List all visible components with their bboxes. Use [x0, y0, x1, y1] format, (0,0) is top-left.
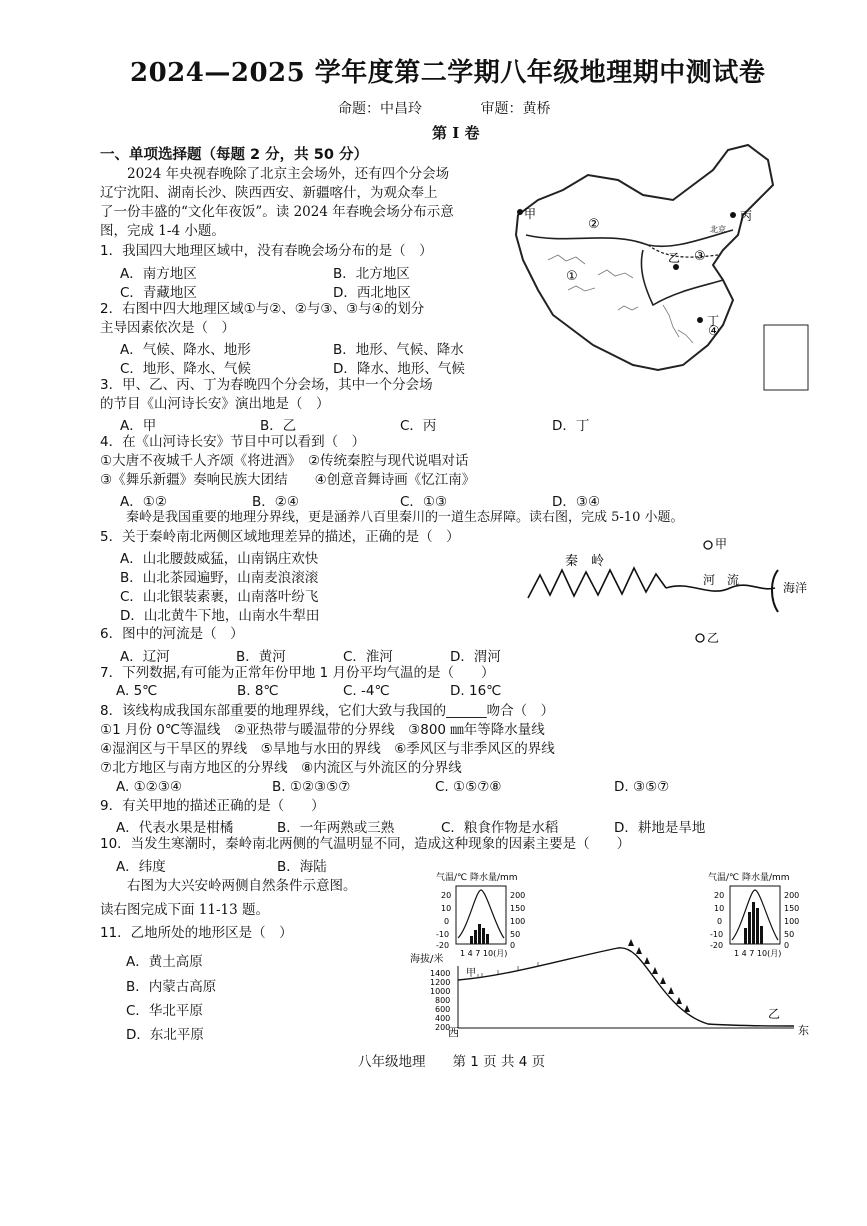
- question-stem: 3．甲、乙、丙、丁为春晚四个分会场，其中一个分会场: [100, 377, 433, 393]
- option-b: B. ①②③⑤⑦: [272, 779, 351, 795]
- option-c: C．地形、降水、气候: [120, 361, 251, 377]
- question-stem: 4．在《山河诗长安》节目中可以看到（ ）: [100, 434, 366, 450]
- option-c: C．淮河: [343, 649, 393, 665]
- author-name: 命题：中昌玲: [338, 101, 422, 117]
- question-stem: 9．有关甲地的描述正确的是（ ）: [100, 798, 325, 814]
- question-stem: 5．关于秦岭南北两侧区域地理差异的描述，正确的是（ ）: [100, 529, 460, 545]
- mountain-label: 秦 岭: [565, 554, 605, 569]
- right-precip-tick: 50: [784, 930, 795, 939]
- east-label: 东: [798, 1024, 809, 1037]
- map-label-jia: 甲: [524, 207, 537, 221]
- question-statements: ⑦北方地区与南方地区的分界线 ⑧内流区与外流区的分界线: [100, 760, 462, 776]
- option-a: A. ①②③④: [116, 779, 182, 795]
- intro-line: 辽宁沈阳、湖南长沙、陕西西安、新疆喀什，为观众奉上: [100, 185, 438, 201]
- region-label-4: ④: [708, 324, 720, 339]
- left-month-axis: 1 4 7 10(月): [460, 949, 508, 958]
- option-d: D．渭河: [450, 649, 501, 665]
- reviewer-name: 审题：黄桥: [480, 101, 551, 117]
- author-line: [338, 98, 604, 118]
- map-label-yi: 乙: [668, 251, 681, 265]
- part-label: 第 I 卷: [432, 124, 480, 142]
- point-jia-label: 甲: [466, 968, 476, 979]
- right-precip-tick: 100: [784, 917, 800, 926]
- question-stem: 8．该线构成我国东部重要的地理界线，它们大致与我国的______吻合（ ）: [100, 703, 555, 719]
- right-chart-title: 气温/℃ 降水量/mm: [708, 873, 790, 883]
- river-label: 河 流: [703, 573, 740, 587]
- point-yi-label: 乙: [707, 631, 720, 645]
- right-temp-tick: 20: [714, 891, 725, 900]
- elevation-tick: 1000: [430, 987, 451, 996]
- right-month-axis: 1 4 7 10(月): [734, 949, 782, 958]
- option-c: C．华北平原: [126, 1003, 203, 1019]
- exam-title: 2024—2025 学年度第二学期八年级地理期中测试卷: [130, 58, 766, 88]
- west-label: 西: [448, 1026, 459, 1038]
- right-precip-tick: 0: [784, 941, 790, 950]
- mountain-range: [528, 568, 666, 598]
- intro-line: 了一份丰盛的“文化年夜饭”。读 2024 年春晚会场分布示意: [100, 204, 454, 220]
- point-yi-marker: [696, 634, 704, 642]
- map-label-beijing: 北京: [710, 225, 726, 234]
- question-stem: 2．右图中四大地理区域①与②、②与③、③与④的划分: [100, 301, 425, 317]
- left-temp-tick: 0: [444, 917, 450, 926]
- point-jia-marker: [704, 541, 712, 549]
- forest-symbols: [628, 939, 690, 1012]
- option-a: A．气候、降水、地形: [120, 342, 251, 358]
- region-label-3: ③: [694, 249, 706, 264]
- option-b: B．②④: [252, 494, 299, 510]
- site-marker-ding: [697, 317, 703, 323]
- question-stem: 1．我国四大地理区域中，没有春晚会场分布的是（ ）: [100, 243, 433, 259]
- option-a: A．①②: [120, 494, 167, 510]
- region-label-2: ②: [588, 217, 600, 232]
- option-d: D．西北地区: [333, 285, 411, 301]
- left-precip-tick: 100: [510, 917, 526, 926]
- option-d: D．③④: [552, 494, 601, 510]
- daxinganling-figure: [408, 868, 818, 1038]
- right-temp-tick: -20: [710, 941, 724, 950]
- region-boundary: [526, 230, 733, 246]
- south-sea-inset: [764, 325, 808, 390]
- ocean-shape: [772, 570, 778, 612]
- region-boundary: [641, 250, 723, 305]
- point-jia-label: 甲: [715, 537, 728, 551]
- option-d: D．山北黄牛下地，山南水牛犁田: [120, 608, 320, 624]
- option-b: B．海陆: [277, 859, 327, 875]
- option-b: B．内蒙古高原: [126, 979, 217, 995]
- elevation-axis-title: 海拔/米: [410, 954, 444, 965]
- elevation-tick: 600: [435, 1005, 451, 1014]
- option-b: B．乙: [260, 418, 297, 434]
- grass-symbols: [478, 962, 538, 978]
- option-a: A．山北腰鼓威猛，山南锅庄欢快: [120, 551, 319, 567]
- left-precip-tick: 200: [510, 891, 526, 900]
- option-b: B．黄河: [236, 649, 286, 665]
- elevation-tick: 800: [435, 996, 451, 1005]
- intro-line: 2024 年央视春晚除了北京主会场外，还有四个分会场: [100, 166, 450, 182]
- option-a: A．黄土高原: [126, 954, 203, 970]
- left-chart-title: 气温/℃ 降水量/mm: [436, 873, 518, 883]
- option-c: C．丙: [400, 418, 437, 434]
- elevation-tick: 1400: [430, 969, 451, 978]
- option-d: D．东北平原: [126, 1027, 204, 1043]
- left-precip-tick: 0: [510, 941, 516, 950]
- elevation-tick: 1200: [430, 978, 451, 987]
- right-temp-tick: -10: [710, 930, 724, 939]
- left-temp-tick: 10: [441, 904, 452, 913]
- site-marker-bing: [730, 212, 736, 218]
- option-a: A．辽河: [120, 649, 170, 665]
- option-c: C．山北银装素裹，山南落叶纷飞: [120, 589, 319, 605]
- map-label-bing: 丙: [740, 209, 753, 223]
- option-d: D. ③⑤⑦: [614, 779, 670, 795]
- right-precip-bars: [744, 902, 763, 944]
- option-a: A．南方地区: [120, 266, 197, 282]
- region-label-1: ①: [566, 269, 578, 284]
- option-d: D．降水、地形、气候: [333, 361, 465, 377]
- question-statements: ③《舞乐新疆》奏响民族大团结 ④创意音舞诗画《忆江南》: [100, 472, 476, 488]
- option-a: A．代表水果是柑橘: [116, 820, 234, 836]
- option-c: C．粮食作物是水稻: [441, 820, 559, 836]
- option-c: C．青藏地区: [120, 285, 197, 301]
- intro-line: 秦岭是我国重要的地理分界线，更是涵养八百里秦川的一道生态屏障。读右图，完成 5-10 小题。: [100, 510, 684, 525]
- china-map-figure: [508, 140, 813, 395]
- intro-line: 读右图完成下面 11-13 题。: [100, 902, 270, 918]
- right-temp-tick: 10: [714, 904, 725, 913]
- option-d: D．耕地是旱地: [614, 820, 706, 836]
- china-outline: [516, 145, 773, 370]
- option-c: C. ①⑤⑦⑧: [435, 779, 502, 795]
- question-stem: 10．当发生寒潮时，秦岭南北两侧的气温明显不同，造成这种现象的因素主要是（ ）: [100, 836, 631, 852]
- qinling-figure: [520, 530, 820, 650]
- right-precip-tick: 150: [784, 904, 800, 913]
- option-a: A．纬度: [116, 859, 166, 875]
- question-stem: 6．图中的河流是（ ）: [100, 626, 244, 642]
- left-temp-tick: -10: [436, 930, 450, 939]
- left-temp-tick: -20: [436, 941, 450, 950]
- option-d: D. 16℃: [450, 683, 502, 699]
- option-b: B．北方地区: [333, 266, 410, 282]
- map-label-ding: 丁: [707, 314, 720, 328]
- option-d: D．丁: [552, 418, 590, 434]
- elevation-tick: 400: [435, 1014, 451, 1023]
- option-c: C. -4℃: [343, 683, 390, 699]
- option-b: B．一年两熟或三熟: [277, 820, 395, 836]
- question-statements: ①大唐不夜城千人齐颂《将进酒》 ②传统秦腔与现代说唱对话: [100, 453, 469, 469]
- left-precip-tick: 150: [510, 904, 526, 913]
- intro-line: 图，完成 1-4 小题。: [100, 223, 225, 239]
- option-a: A．甲: [120, 418, 157, 434]
- option-c: C．①③: [400, 494, 448, 510]
- site-marker-jia: [517, 209, 523, 215]
- left-precip-bars: [470, 924, 489, 944]
- intro-line: 右图为大兴安岭两侧自然条件示意图。: [100, 878, 357, 894]
- question-statements: ①1 月份 0℃等温线 ②亚热带与暖温带的分界线 ③800 ㎜年等降水量线: [100, 722, 545, 738]
- right-temp-tick: 0: [717, 917, 723, 926]
- elevation-tick: 200: [435, 1023, 451, 1032]
- section-heading: 一、单项选择题（每题 2 分，共 50 分）: [100, 147, 368, 163]
- terrain-profile: [458, 948, 794, 1026]
- left-temp-tick: 20: [441, 891, 452, 900]
- question-stem: 的节目《山河诗长安》演出地是（ ）: [100, 396, 330, 412]
- question-statements: ④湿润区与干旱区的界线 ⑤旱地与水田的界线 ⑥季风区与非季风区的界线: [100, 741, 555, 757]
- right-precip-tick: 200: [784, 891, 800, 900]
- option-a: A. 5℃: [116, 683, 158, 699]
- question-stem: 11．乙地所处的地形区是（ ）: [100, 925, 293, 941]
- option-b: B．山北茶园遍野，山南麦浪滚滚: [120, 570, 319, 586]
- option-b: B．地形、气候、降水: [333, 342, 464, 358]
- option-b: B. 8℃: [237, 683, 279, 699]
- left-precip-tick: 50: [510, 930, 521, 939]
- question-stem: 7．下列数据,有可能为正常年份甲地 1 月份平均气温的是（ ）: [100, 665, 495, 681]
- page-footer: 八年级地理 第 1 页 共 4 页: [358, 1054, 546, 1070]
- question-stem: 主导因素依次是（ ）: [100, 320, 235, 336]
- ocean-label: 海洋: [783, 581, 808, 595]
- point-yi-label: 乙: [768, 1007, 781, 1021]
